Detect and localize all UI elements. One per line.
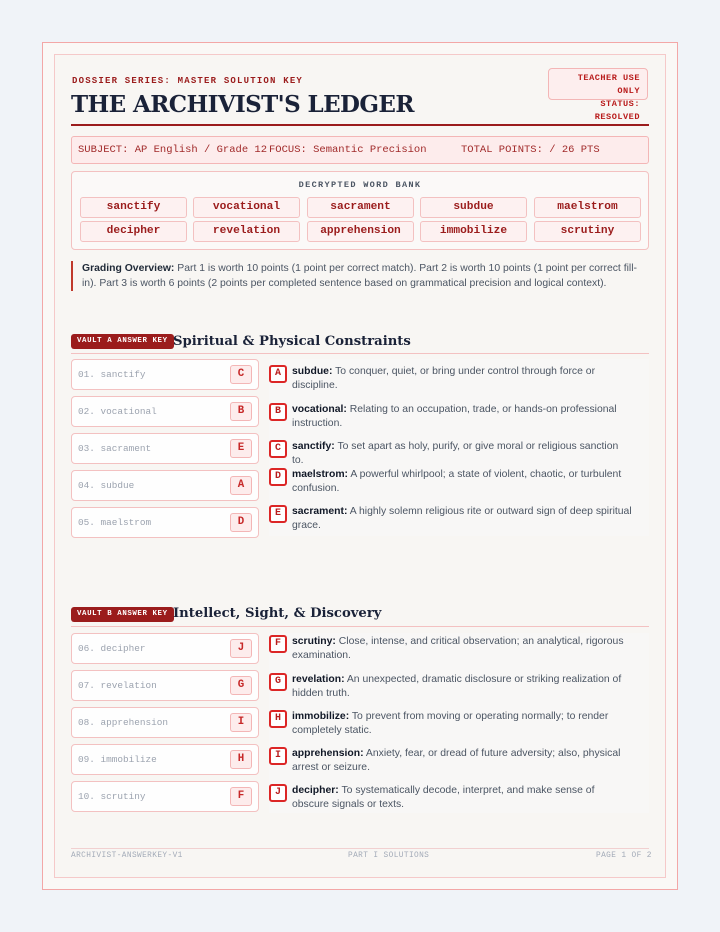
answer-badge: D [230,513,252,532]
badge-line-teacher: TEACHER USE ONLY [577,73,640,96]
question-label: 04. subdue [78,480,135,491]
answer-badge: B [230,402,252,421]
definition-text: To prevent from moving or operating normally; to render completely static. [292,711,609,736]
meta-points: TOTAL POINTS: / 26 PTS [461,144,600,156]
question-row [71,433,259,464]
footer-page-number: PAGE 1 OF 2 [596,852,652,860]
grading-overview [71,261,651,291]
definition-letter: H [269,710,287,728]
definition-letter: J [269,784,287,802]
word-chip: immobilize [420,221,527,242]
vault-a-tag: VAULT A ANSWER KEY [71,334,174,349]
question-row [71,707,259,738]
question-row [71,507,259,538]
definition-text: Close, intense, and critical observation; an analytical, rigorous examination. [292,636,624,661]
definition-text: To systematically decode, interpret, and make sense of obscure signals or texts. [292,785,595,810]
definition-term: subdue: [292,366,333,377]
answer-badge: H [230,750,252,769]
definition-term: sanctify: [292,441,335,452]
definition-letter: F [269,635,287,653]
definition-term: scrutiny: [292,636,336,647]
word-chip: subdue [420,197,527,218]
definition-letter: B [269,403,287,421]
question-label: 07. revelation [78,680,157,691]
definition-text: Relating to an occupation, trade, or hands-on professional instruction. [292,404,617,429]
question-label: 02. vocational [78,406,157,417]
vault-b-title: Intellect, Sight, & Discovery [173,606,382,621]
question-label: 09. immobilize [78,754,157,765]
question-row [71,670,259,701]
question-label: 05. maelstrom [78,517,152,528]
grading-overview-label: Grading Overview: [82,263,175,274]
definition-term: maelstrom: [292,469,349,480]
vault-a-title: Spiritual & Physical Constraints [173,334,411,349]
question-label: 03. sacrament [78,443,152,454]
word-bank [71,171,649,250]
question-label: 08. apprehension [78,717,169,728]
footer-section: PART I SOLUTIONS [348,852,430,860]
definition-term: sacrament: [292,506,348,517]
definition-term: immobilize: [292,711,350,722]
page-title: THE ARCHIVIST'S LEDGER [71,91,414,118]
definition-text: A powerful whirlpool; a state of violent, chaotic, or turbulent confusion. [292,469,622,494]
vault-b-divider [71,626,649,627]
word-chip: sanctify [80,197,187,218]
badge-line-status: STATUS: RESOLVED [594,99,640,122]
footer-divider [71,848,649,849]
word-chip: decipher [80,221,187,242]
question-row [71,396,259,427]
question-row [71,633,259,664]
definition-text: A highly solemn religious rite or outward sign of deep spiritual grace. [292,506,632,531]
question-row [71,359,259,390]
question-row [71,781,259,812]
definition-term: revelation: [292,674,345,685]
word-chip: maelstrom [534,197,641,218]
word-chip: vocational [193,197,300,218]
footer-doc-id: ARCHIVIST-ANSWERKEY-V1 [71,852,183,860]
word-chip: apprehension [307,221,414,242]
definition-letter: G [269,673,287,691]
definition-letter: C [269,440,287,458]
answer-badge: G [230,676,252,695]
definition-text: To set apart as holy, purify, or give moral or religious sanction to. [292,441,619,466]
answer-badge: I [230,713,252,732]
word-chip: revelation [193,221,300,242]
question-label: 06. decipher [78,643,146,654]
meta-subject: SUBJECT: AP English / Grade 12 [78,144,268,156]
definition-text: Anxiety, fear, or dread of future adversity; also, physical arrest or seizure. [292,748,621,773]
word-chip: sacrament [307,197,414,218]
definition-letter: D [269,468,287,486]
vault-b-tag: VAULT B ANSWER KEY [71,607,174,622]
definition-letter: E [269,505,287,523]
definition-letter: A [269,365,287,383]
question-row [71,744,259,775]
answer-badge: A [230,476,252,495]
series-label: DOSSIER SERIES: MASTER SOLUTION KEY [72,76,304,86]
answer-badge: C [230,365,252,384]
meta-bar [71,136,649,164]
answer-badge: E [230,439,252,458]
definition-text: To conquer, quiet, or bring under control through force or discipline. [292,366,596,391]
question-label: 01. sanctify [78,369,146,380]
definition-letter: I [269,747,287,765]
title-divider [71,124,649,126]
vault-a-divider [71,353,649,354]
question-label: 10. scrutiny [78,791,146,802]
word-bank-title: DECRYPTED WORD BANK [298,180,422,190]
question-row [71,470,259,501]
grading-overview-text: Part 1 is worth 10 points (1 point per correct match). Part 2 is worth 10 points (1 point per correct fill-in). Part 3 is worth 6 points (2 points per completed sentence based on grammatical precision and logical context). [82,263,637,289]
definition-term: decipher: [292,785,339,796]
definition-term: vocational: [292,404,347,415]
definition-text: An unexpected, dramatic disclosure or striking realization of hidden truth. [292,674,622,699]
answer-badge: J [230,639,252,658]
status-badge [548,68,648,122]
answer-badge: F [230,787,252,806]
definition-term: apprehension: [292,748,364,759]
word-chip: scrutiny [534,221,641,242]
meta-focus: FOCUS: Semantic Precision [269,144,427,156]
